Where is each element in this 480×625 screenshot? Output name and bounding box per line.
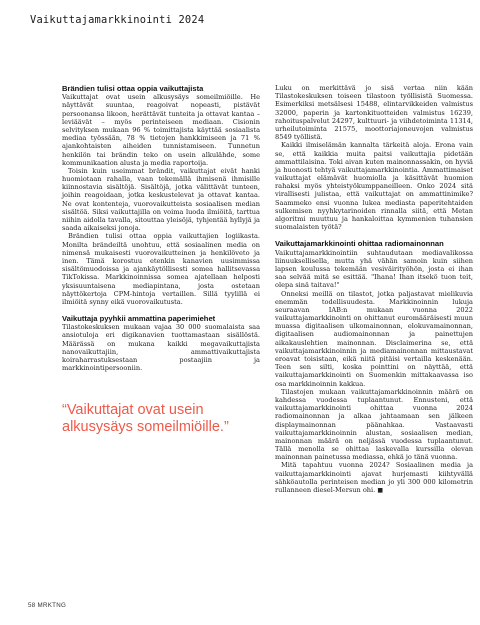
body-paragraph: Luku on merkittävä jo sisä vertaa niin kään Tilastokeskuksen toiseen tilastoon työllisistä Suomessa. Esimerkiksi metsälsesi 15488, elintarvikkeiden valmistus 32000, paperin ja kartonkituotteiden valmistus 16239, rahoituspalvelut 24297, kulttuuri- ja viihdetoiminta 11314, urheilutoiminta 21575, moottoriajoneuvojen valmistus 8549 työllistä.	[275, 84, 473, 142]
body-paragraph: Vaikuttajamarkkinointiin suhtaudutaan mediavalikossa liinuuksellisella, mutta yhä vähän samoin kuin siihen lapsen koulussa tekemään vesiväirityöhön, josta ei ihan saa selvää mitä se esittää. "Ihana! Ihan itsekö tuon teit, olepa sinä taitava!"	[275, 248, 473, 290]
body-paragraph: Toisin kuin useimmat brändit, vaikuttajat eivät hanki huomiotaan rahalla, vaan tekemällä ihmisenä ihmisille kiinnostavia sisältöjä. Sisältöjä, jotka välittävät tunteen, joihin reagoidaan, jotka keskustelevat ja ottavat kantaa. Ne ovat kontenteja, vuorovaikutteista sosiaalisen median sisältöä. Siksi vaikuttajilla on voima luoda ilmiöitä, tarttua niihin aidolla tavalla, sitouttaa yleisöjä, tyhjentää hyllyjä ja saada aikaiseksi jonoja.	[62, 166, 260, 233]
final-paragraph-text: Mitä tapahtuu vuonna 2024? Sosiaalinen media ja vaikuttajamarkkinointi ajavat hurjemasti kiihtyvällä sähköautolla perinteisen median jo yli 300 000 kilometrin rullanneen diesel-Mersun ohi.	[275, 461, 473, 495]
body-paragraph: Kaikki ilmiselämän kannalta tärkeitä aloja. Erona vain se, että kaikkia muita paitsi vaikuttajia pidetään ammattilaisina. Toki aivan kuten mainonnassakin, on hyviä ja huonosti tehtyä vaikuttajamarkkinointia. Ammattimaiset vaikuttajat elämävät huomiolla ja käsittävät huomion rahaksi myös yhteistyökumppaneilleen. Onko 2024 sitä virallisesti julistaa, että vaikuttajat on ammattinimike? Saammeko ensi vuonna lukea mediasta paperitehtaiden sulkemisen nyyhkytarinoiden rinnalla siitä, että Metan algoritmi muuttuu ja hankaloittaa kymmenien tuhansien suomalaisten työtä?	[275, 141, 473, 232]
body-paragraph: Vaikuttajat ovat usein alkusysäys someilmiöille. He näyttävät suuntaa, reagoivat nopeasti, pistävät persoonansa likoon, herättävät tunteita ja ottavat kantaa – leviäävät – myös perinteiseen mediaan. Cisionin selvityksen mukaan 96 % toimittajista käyttää sosiaalista mediaa työssään, 78 % tietojen hankkimiseen ja 71 % ajankohtaisten aiheiden tunnistamiseen. Tunnetun henkilön tai brändin teko on usein alkulähde, some kommunikaation alusta ja media raportoija.	[62, 93, 260, 167]
section-heading: Brändien tulisi ottaa oppia vaikuttajista	[62, 84, 204, 93]
section-heading: Vaikuttajamarkkinointi ohittaa radiomainonnan	[275, 239, 444, 249]
body-paragraph: Brändien tulisi ottaa oppia vaikuttajien logiikasta. Monilta brändeiltä unohtuu, että sosiaalinen media on nimensä mukaisesti vuorovaikutteinen ja henkilöveto ja inen. Tämä korostuu etenkin kanavien uusimmissa sisältömuodoissa ja ajankäytöllisesti someа hallitsevassa TikTokissa. Markkinoinnissa someа ajatellaan helposti yksisuuntaisena mediapintana, josta ostetaan näyttökertoja CPM-hintoja vertaillen. Sillä tyylillä ei ilmiöitä synny eikä vuorovaikutusta.	[62, 232, 260, 306]
left-column	[62, 84, 260, 372]
body-paragraph: Tilastokeskuksen mukaan vajaa 30 000 suomalaista saa ansiotuloja eri digikanavien tuottamastaan sisällöstä. Määrässä on mukana kaikki megavaikuttajista nanovaikuttajiin, ammattivaikuttajista koiraharrastuksestaan postaajiin ja markkinointipersooniin.	[62, 323, 260, 373]
pull-quote: “Vaikuttajat ovat usein alkusysäys someilmiöille.”	[62, 402, 229, 435]
body-paragraph: Tilastojen mukaan vaikuttajamarkkinoinnin määrä on kahdessa vuodessa tuplaantunut. Ennusteni, että vaikuttajamarkkinointi ohittaa vuonna 2024 radiomainonnan ja alkaa jahtaamaan sen jälkeen displaymainonnan päänahkaa. Vastaavasti vaikuttajamarkkinoinnin alustan, sosiaalisen median, mainonnan määrä on neljässä vuodessa tuplaantunut. Tällä menolla se ohittaa laskevalla kurssilla olevan mainonnan painetussa mediassa, ehkä jo tänä vuonna.	[275, 387, 473, 462]
magazine-section-header: Vaikuttajamarkkinointi 2024	[30, 14, 205, 26]
section-heading: Vaikuttaja pyyhkii ammattina paperimiehet	[62, 314, 216, 324]
body-paragraph: Onneksi meillä on tilastot, jotka paljastavat mielikuvia enemmän todellisuudesta. Markkinoinnin lukuja seuraavan IAB:n mukaan vuonna 2022 vaikuttajamarkkinointi on ohittanut euromääräisesti muun muassa digitaalisen ulkomainonnan, elokuvamainonnan, digitaalisen audiomainonnan ja painettujen aikakauslehtien mainonnan. Disclaimerina se, että vaikuttajamarkkinoinnin ja mediamainonnan mittaustavat eroavat toisistaan, eikä niitä pitäisi vertailla keskenään. Teen sen silti, koska pointtini on näyttää, että vaikuttajamarkkinointi on Suomenkin mittakaavassa iso osa markkinoinnin kakkua.	[275, 289, 473, 388]
end-mark-icon: ■	[377, 487, 384, 495]
right-column	[275, 84, 473, 495]
body-paragraph	[275, 461, 473, 495]
page-number-footer: 58 MRKTNG	[28, 602, 67, 609]
